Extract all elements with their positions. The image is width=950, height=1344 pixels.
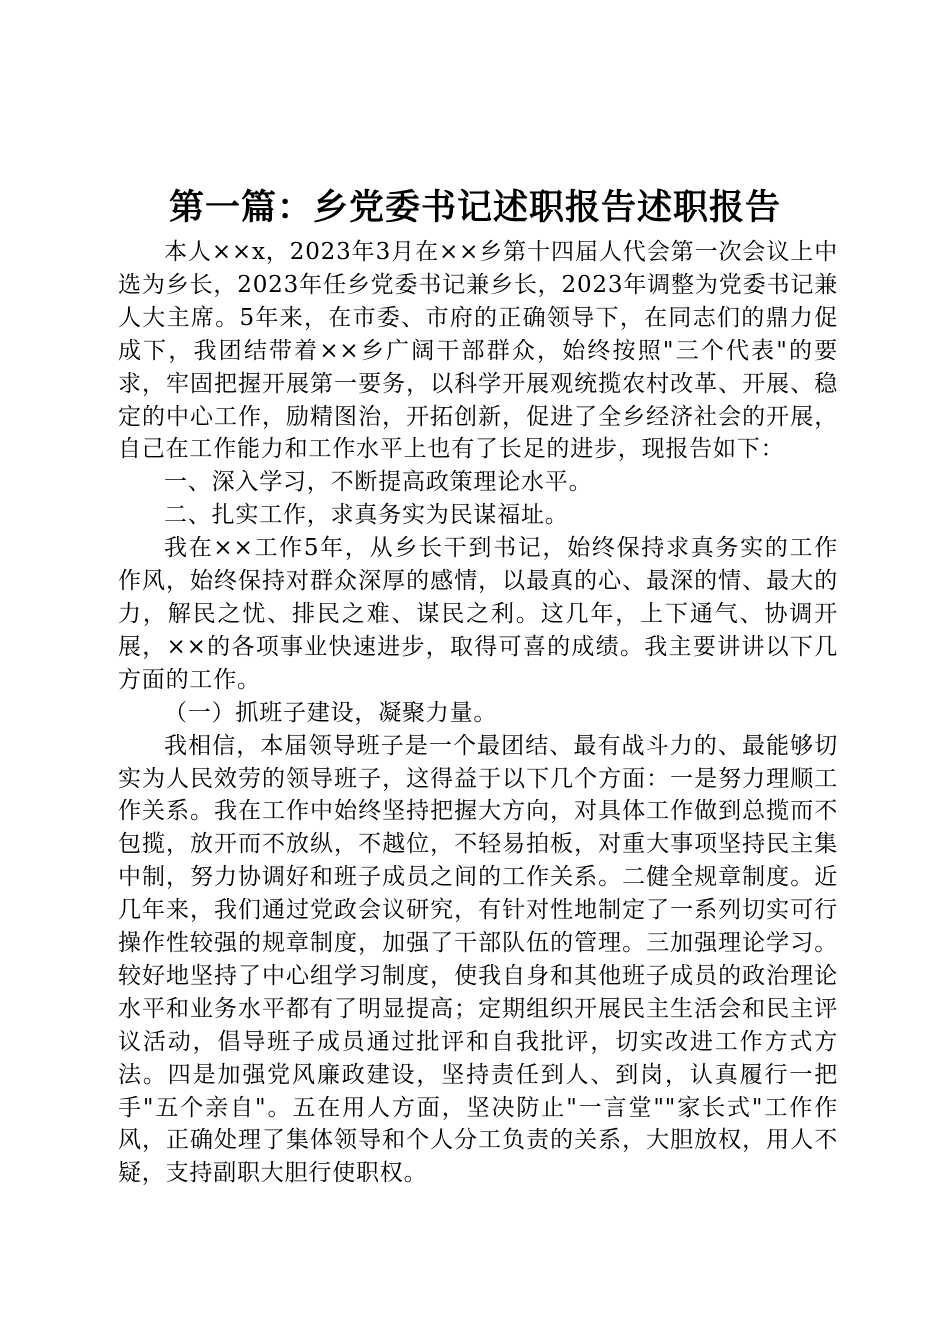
paragraph-team-building: 我相信，本届领导班子是一个最团结、最有战斗力的、最能够切实为人民效劳的领导班子，这得益于以下几个方面：一是努力理顺工作关系。我在工作中始终坚持把握大方向，对具体工作做到总揽而不包揽，放开而不放纵，不越位，不轻易拍板，对重大事项坚持民主集中制，努力协调好和班子成员之间的工作关系。二健全规章制度。近几年来，我们通过党政会议研究，有针对性地制定了一系列切实可行操作性较强的规章制度，加强了干部队伍的管理。三加强理论学习。较好地坚持了中心组学习制度，使我自身和其他班子成员的政治理论水平和业务水平都有了明显提高；定期组织开展民主生活会和民主评议活动，倡导班子成员通过批评和自我批评，切实改进工作方式方法。四是加强党风廉政建设，坚持责任到人、到岗，认真履行一把手"五个亲自"。五在用人方面，坚决防止"一言堂""家长式"工作作风，正确处理了集体领导和个人分工负责的关系，大胆放权，用人不疑，支持副职大胆行使职权。 [118,732,838,1187]
paragraph-intro: 本人××x，2023年3月在××乡第十四届人代会第一次会议上中选为乡长，2023年任乡党委书记兼乡长，2023年调整为党委书记兼人大主席。5年来，在市委、市府的正确领导下，在同志们的鼎力促成下，我团结带着××乡广阔干部群众，始终按照"三个代表"的要求，牢固把握开展第一要务，以科学开展观统揽农村改革、开展、稳定的中心工作，励精图治，开拓创新，促进了全乡经济社会的开展，自己在工作能力和工作水平上也有了长足的进步，现报告如下： [118,239,838,463]
subsection-heading-team: （一）抓班子建设，凝聚力量。 [164,699,498,726]
section-heading-study: 一、深入学习，不断提高政策理论水平。 [164,469,593,496]
paragraph-work-summary: 我在××工作5年，从乡长干到书记，始终保持求真务实的工作作风，始终保持对群众深厚的感情，以最真的心、最深的情、最大的力，解民之忧、排民之难、谋民之利。这几年，上下通气、协调开展，××的各项事业快速进步，取得可喜的成绩。我主要讲讲以下几方面的工作。 [118,535,838,693]
section-heading-work: 二、扎实工作，求真务实为民谋福址。 [164,502,569,529]
document-title: 第一篇：乡党委书记述职报告述职报告 [168,188,781,228]
document-body [118,236,838,1190]
